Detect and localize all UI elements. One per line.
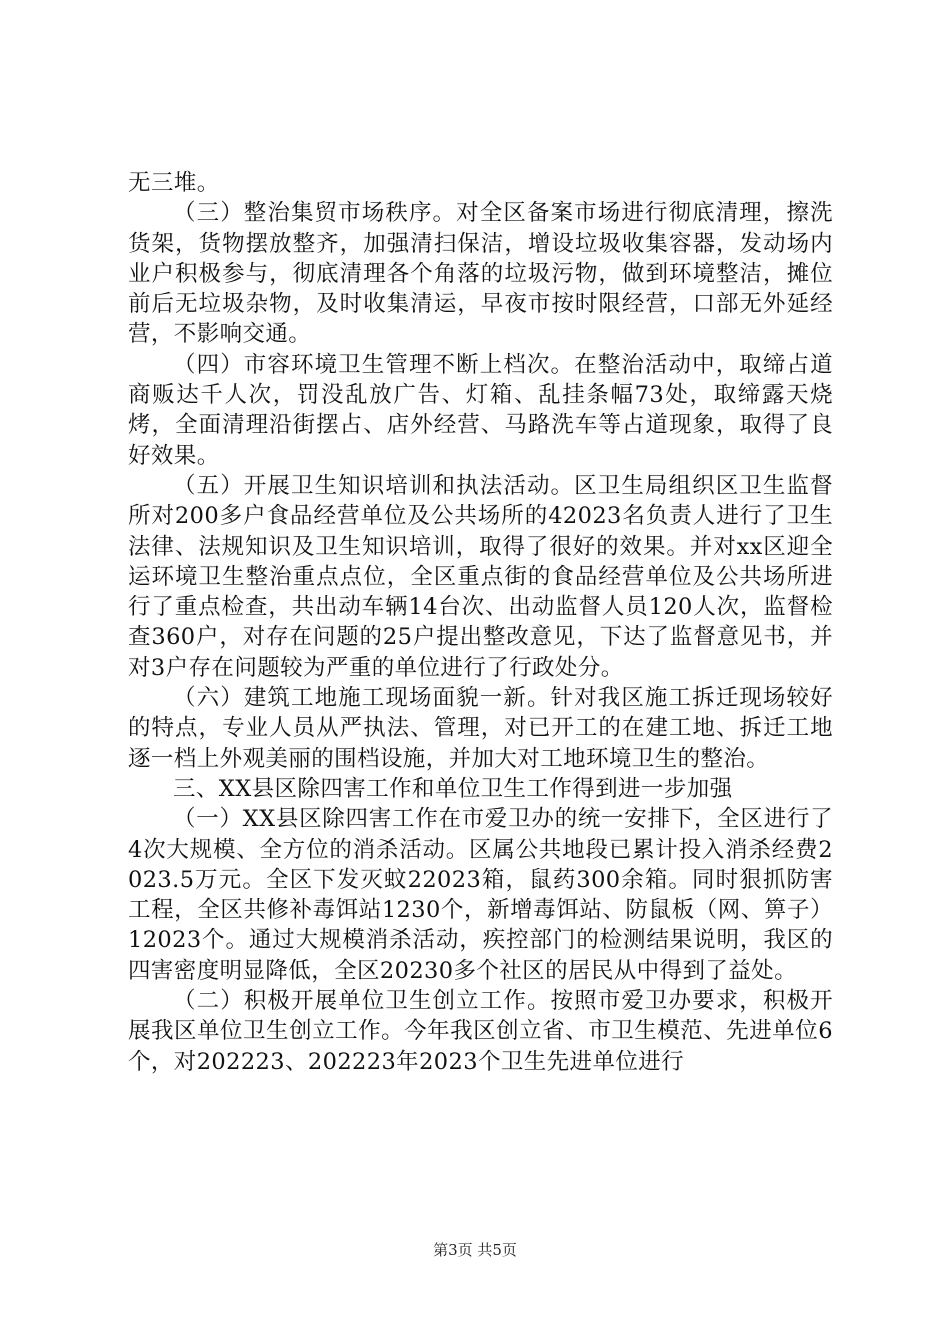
paragraph-unit-hygiene: （二）积极开展单位卫生创立工作。按照市爱卫办要求，积极开展我区单位卫生创立工作。今年我区创立省、市卫生模范、先进单位6个，对202223、202223年2023个卫生先进单位进行 [128,988,833,1075]
paragraph-market-order: （三）整治集贸市场秩序。对全区备案市场进行彻底清理，擦洗货架，货物摆放整齐，加强清扫保洁，增设垃圾收集容器，发动场内业户积极参与，彻底清理各个角落的垃圾污物，做到环境整洁，摊位前后无垃圾杂物，及时收集清运，早夜市按时限经营，口部无外延经营，不影响交通。 [128,200,833,348]
paragraph-construction-site: （六）建筑工地施工现场面貌一新。针对我区施工拆迁现场较好的特点，专业人员从严执法、管理，对已开工的在建工地、拆迁工地逐一档上外观美丽的围档设施，并加大对工地环境卫生的整治。 [128,685,833,772]
document-body [128,168,833,1077]
paragraph-continuation: 无三堆。 [128,170,220,196]
page-number-footer: 第3页 共5页 [433,1241,517,1259]
section-heading-three: 三、XX县区除四害工作和单位卫生工作得到进一步加强 [173,775,733,802]
paragraph-health-training: （五）开展卫生知识培训和执法活动。区卫生局组织区卫生监督所对200多户食品经营单位及公共场所的42023名负责人进行了卫生法律、法规知识及卫生知识培训，取得了很好的效果。并对xx区迎全运环境卫生整治重点点位，全区重点街的食品经营单位及公共场所进行了重点检查，共出动车辆14台次、出动监督人员120人次，监督检查360户，对存在问题的25户提出整改意见，下达了监督意见书，并对3户存在问题较为严重的单位进行了行政处分。 [128,472,833,681]
paragraph-pest-control: （一）XX县区除四害工作在市爱卫办的统一安排下，全区进行了4次大规模、全方位的消杀活动。区属公共地段已累计投入消杀经费2023.5万元。全区下发灭蚊22023箱，鼠药300余箱。同时狠抓防害工程，全区共修补毒饵站1230个，新增毒饵站、防鼠板（网、箅子）12023个。通过大规模消杀活动，疾控部门的检测结果说明，我区的四害密度明显降低，全区20230多个社区的居民从中得到了益处。 [128,806,833,984]
paragraph-city-appearance: （四）市容环境卫生管理不断上档次。在整治活动中，取缔占道商贩达千人次，罚没乱放广告、灯箱、乱挂条幅73处，取缔露天烧烤，全面清理沿街摆占、店外经营、马路洗车等占道现象，取得了良好效果。 [128,351,833,469]
